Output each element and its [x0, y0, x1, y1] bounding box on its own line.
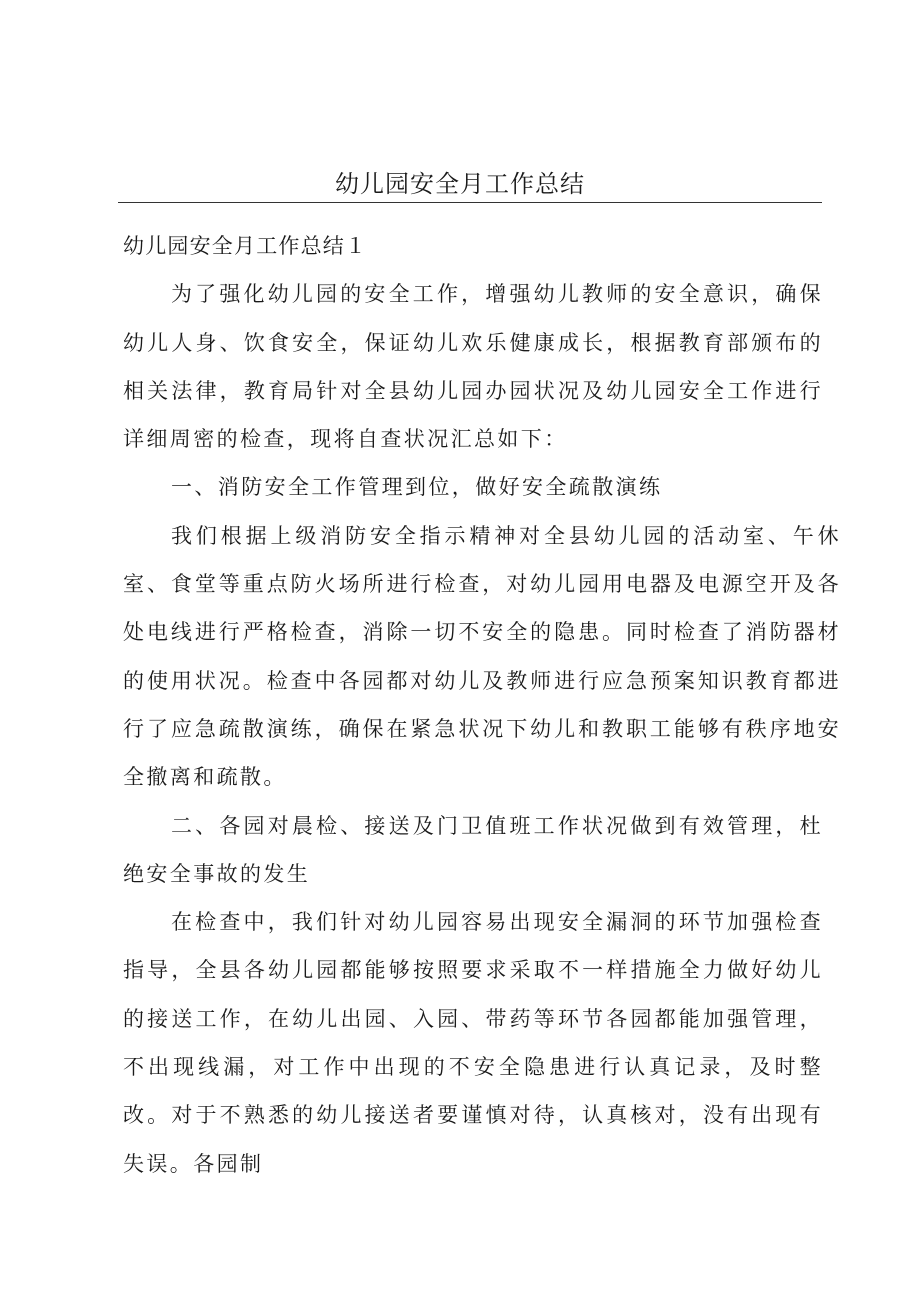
title-divider — [118, 202, 822, 203]
paragraph-intro: 为了强化幼儿园的安全工作，增强幼儿教师的安全意识，确保幼儿人身、饮食安全，保证幼儿欢乐健康成长，根据教育部颁布的相关法律，教育局针对全县幼儿园办园状况及幼儿园安全工作进行详细周密的检查，现将自查状况汇总如下： — [123, 282, 823, 452]
document-body — [123, 222, 841, 1188]
document-title: 幼儿园安全月工作总结 — [335, 170, 585, 198]
heading-morning-check: 二、各园对晨检、接送及门卫值班工作状况做到有效管理，杜绝安全事故的发生 — [123, 813, 823, 886]
paragraph-morning-check: 在检查中，我们针对幼儿园容易出现安全漏洞的环节加强检查指导，全县各幼儿园都能够按照要求采取不一样措施全力做好幼儿的接送工作，在幼儿出园、入园、带药等环节各园都能加强管理，不出现线漏，对工作中出现的不安全隐患进行认真记录，及时整改。对于不熟悉的幼儿接送者要谨慎对待，认真核对，没有出现有失误。各园制 — [123, 910, 823, 1176]
heading-fire-safety: 一、消防安全工作管理到位，做好安全疏散演练 — [171, 475, 663, 500]
paragraph-fire-safety: 我们根据上级消防安全指示精神对全县幼儿园的活动室、午休室、食堂等重点防火场所进行检查，对幼儿园用电器及电源空开及各处电线进行严格检查，消除一切不安全的隐患。同时检查了消防器材的使用状况。检查中各园都对幼儿及教师进行应急预案知识教育都进行了应急疏散演练，确保在紧急状况下幼儿和教职工能够有秩序地安全撤离和疏散。 — [123, 523, 841, 790]
section-subtitle: 幼儿园安全月工作总结１ — [123, 234, 368, 258]
